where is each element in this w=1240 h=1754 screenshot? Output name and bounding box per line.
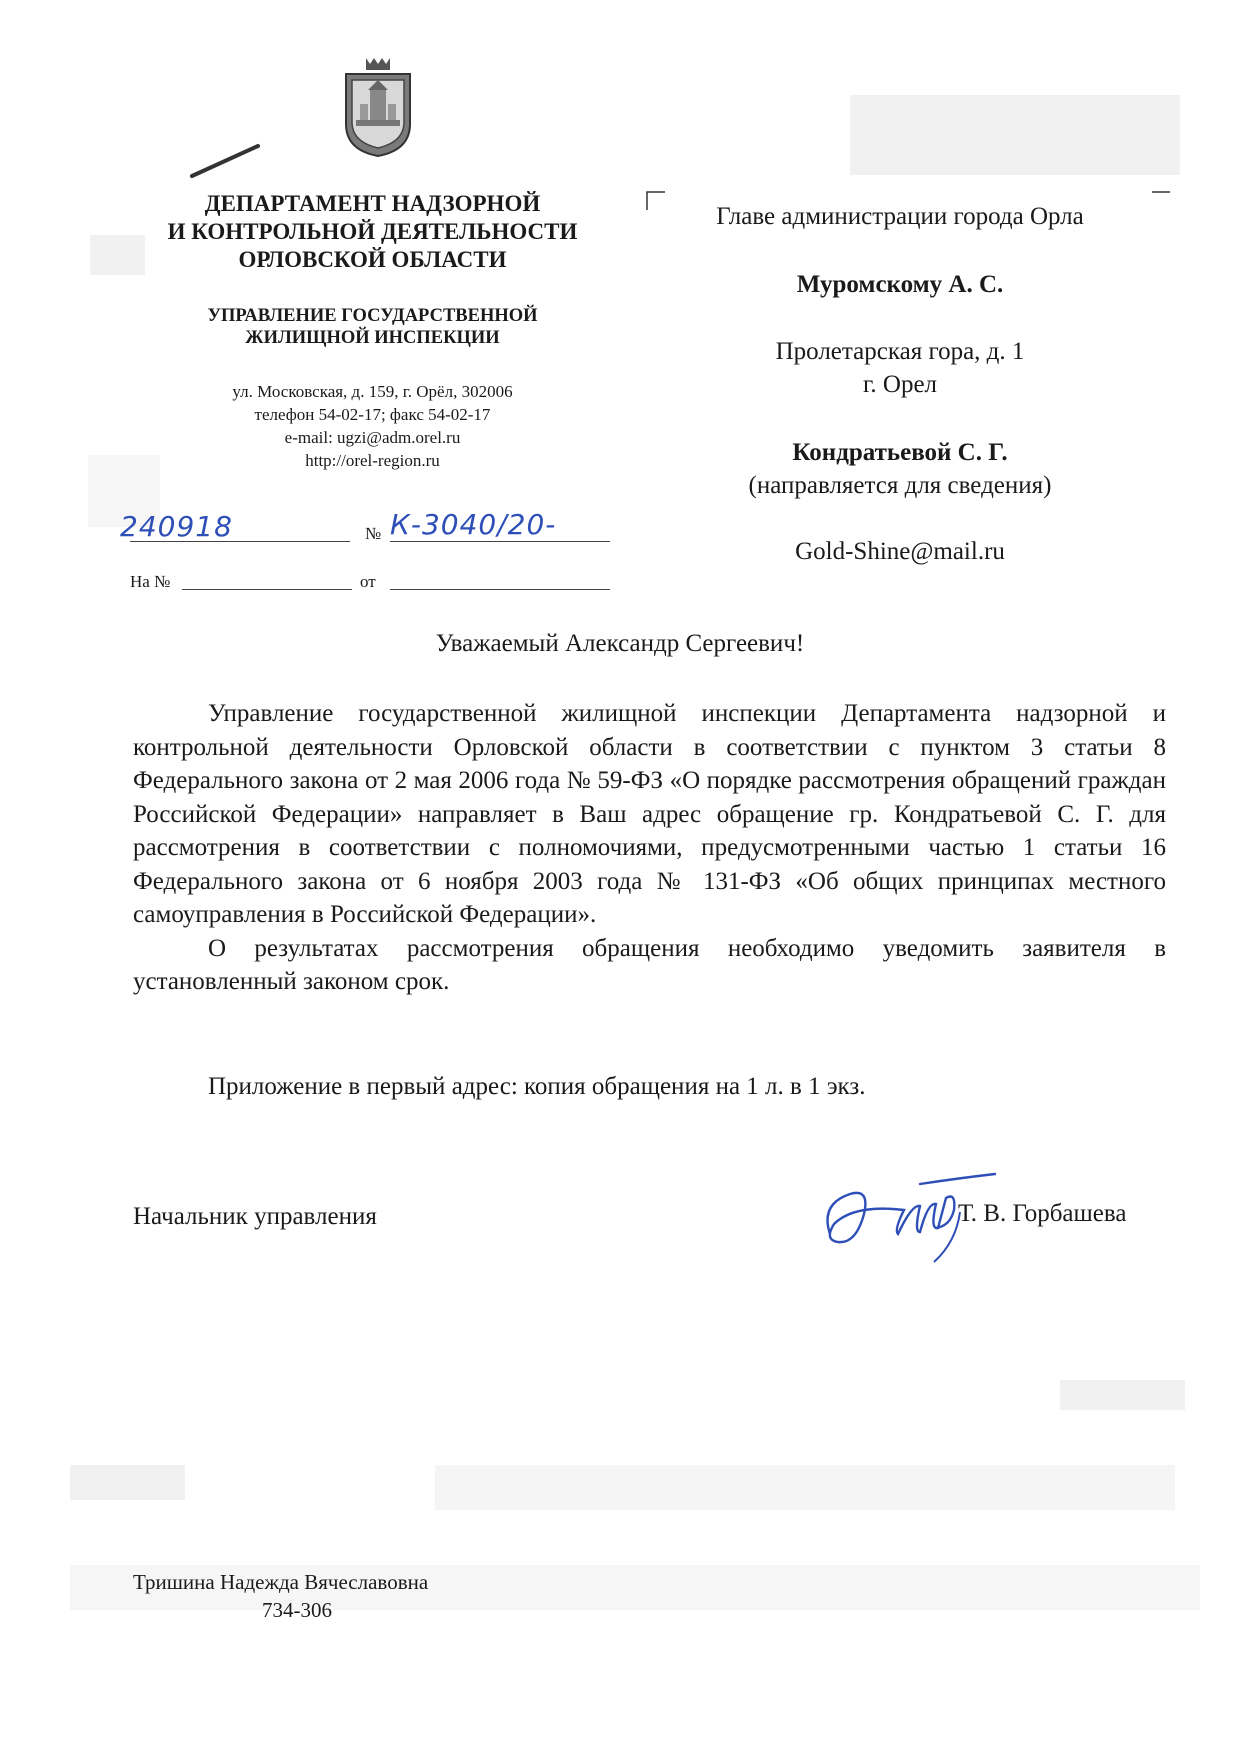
- from-line: [390, 589, 610, 590]
- body-paragraph: О результатах рассмотрения обращения необходимо уведомить заявителя в установленный законом срок.: [133, 934, 1166, 995]
- letterhead-address: ул. Московская, д. 159, г. Орёл, 302006: [232, 382, 513, 401]
- department-name-line: ОРЛОВСКОЙ ОБЛАСТИ: [238, 247, 507, 272]
- signatory-name: Т. В. Горбашева: [958, 1200, 1127, 1227]
- department-name-line: И КОНТРОЛЬНОЙ ДЕЯТЕЛЬНОСТИ: [167, 219, 578, 244]
- number-line: [390, 541, 610, 542]
- corner-mark: [1150, 190, 1172, 212]
- addressee-to: Главе администрации города Орла: [716, 203, 1084, 230]
- handwritten-date: 240918: [120, 510, 233, 543]
- letterhead-email: e-mail: ugzi@adm.orel.ru: [284, 428, 461, 447]
- handwritten-number: К-3040/20-: [390, 508, 557, 541]
- ref-line: [182, 589, 352, 590]
- signatory-position: Начальник управления: [133, 1203, 377, 1230]
- letter-body: [133, 697, 1166, 999]
- ghost-block: [1060, 1380, 1185, 1410]
- salutation: Уважаемый Александр Сергеевич!: [435, 630, 805, 657]
- attachment-note: Приложение в первый адрес: копия обращения на 1 л. в 1 экз.: [208, 1073, 866, 1100]
- addressee-city: г. Орел: [862, 371, 938, 398]
- division-name-line: УПРАВЛЕНИЕ ГОСУДАРСТВЕННОЙ: [207, 306, 538, 326]
- addressee-street: Пролетарская гора, д. 1: [775, 338, 1025, 365]
- letterhead-website: http://orel-region.ru: [305, 451, 440, 470]
- from-label: от: [360, 572, 376, 591]
- pen-mark: [190, 140, 270, 180]
- copy-recipient-name: Кондратьевой С. Г.: [792, 439, 1008, 466]
- letterhead-phone: телефон 54-02-17; факс 54-02-17: [254, 405, 491, 424]
- body-paragraph: Управление государственной жилищной инспекции Департамента надзорной и контрольной деятельности Орловской области в соответствии с пунктом 3 статьи 8 Федерального закона от 2 мая 2006 года № 59-ФЗ «О порядке рассмотрения обращений граждан Российской Федерации» направляет в Ваш адрес обращение гр. Кондратьевой С. Г. для рассмотрения в соответствии с полномочиями, предусмотренными частью 1 статьи 16 Федерального закона от 6 ноября 2003 года № 131-ФЗ «Об общих принципах местного самоуправления в Российской Федерации».: [133, 700, 1166, 928]
- executor-name: Тришина Надежда Вячеславовна: [133, 1570, 429, 1594]
- ghost-block: [850, 95, 1180, 175]
- addressee-name: Муромскому А. С.: [796, 271, 1004, 298]
- ghost-block: [435, 1465, 1175, 1510]
- number-sign: №: [365, 524, 382, 543]
- department-name-line: ДЕПАРТАМЕНТ НАДЗОРНОЙ: [204, 191, 541, 216]
- ghost-block: [70, 1465, 185, 1500]
- copy-recipient-email: Gold-Shine@mail.ru: [795, 538, 1005, 565]
- copy-recipient-note: (направляется для сведения): [748, 472, 1052, 499]
- ref-label: На №: [130, 572, 171, 591]
- coat-of-arms-icon: [338, 54, 418, 158]
- date-line: [130, 541, 350, 542]
- executor-phone: 734-306: [262, 1598, 332, 1622]
- division-name-line: ЖИЛИЩНОЙ ИНСПЕКЦИИ: [245, 328, 500, 348]
